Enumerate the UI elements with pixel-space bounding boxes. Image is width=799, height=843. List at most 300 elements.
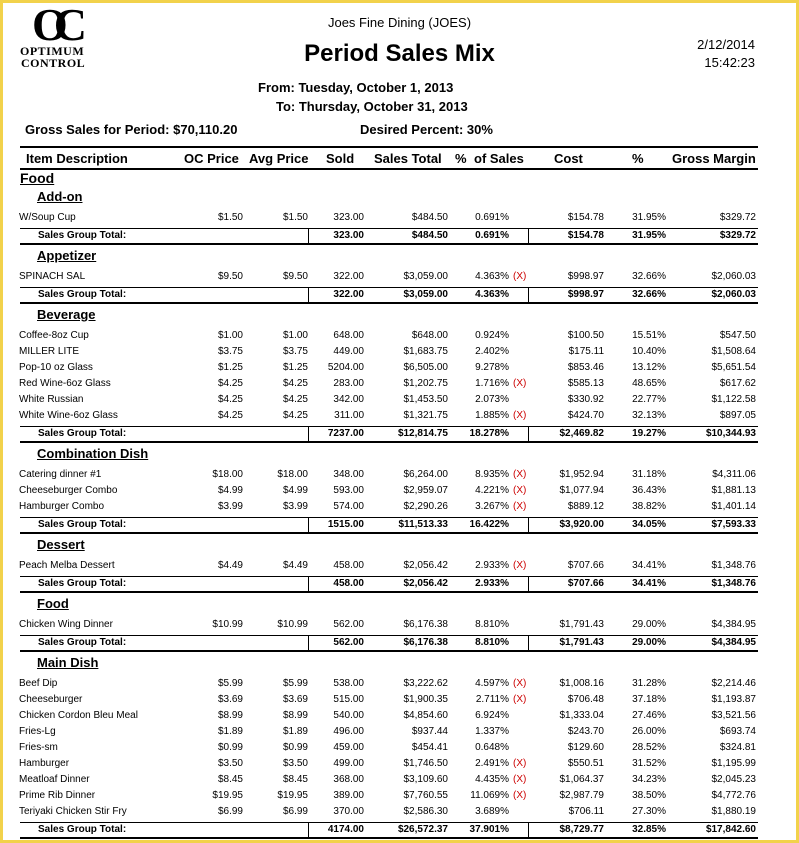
total-sales: $6,176.38 (403, 637, 448, 648)
table-row (0, 361, 799, 375)
pct-of-sales: 2.491% (475, 758, 509, 769)
sales-group-total-label: Sales Group Total: (38, 289, 127, 300)
total-row-separator (308, 577, 309, 591)
cost: $129.60 (567, 742, 604, 753)
sold-qty: 449.00 (333, 346, 364, 357)
gross-margin: $1,122.58 (711, 394, 756, 405)
oc-price: $4.49 (217, 560, 243, 571)
cost: $1,064.37 (559, 774, 604, 785)
sales-total: $454.41 (411, 742, 448, 753)
column-header-row (20, 146, 758, 170)
avg-price: $5.99 (282, 678, 308, 689)
period-from: From: Tuesday, October 1, 2013 (258, 80, 454, 95)
cost: $1,791.43 (559, 619, 604, 630)
logo-text-optimum: OPTIMUM (20, 44, 85, 58)
total-gross-margin: $1,348.76 (711, 578, 756, 589)
pct-of-sales: 4.221% (475, 485, 509, 496)
item-description: Peach Melba Dessert (19, 560, 115, 571)
oc-price: $6.99 (217, 806, 243, 817)
oc-price: $3.99 (217, 501, 243, 512)
cost-pct: 37.18% (632, 694, 666, 705)
total-cost: $154.78 (567, 230, 604, 241)
sold-qty: 5204.00 (327, 362, 364, 373)
avg-price: $4.99 (282, 485, 308, 496)
oc-price: $9.50 (217, 271, 243, 282)
sold-qty: 348.00 (333, 469, 364, 480)
item-description: Cheeseburger Combo (19, 485, 118, 496)
table-row (0, 709, 799, 723)
pct-of-sales: 2.402% (475, 346, 509, 357)
pct-of-sales: 0.691% (475, 212, 509, 223)
oc-price: $5.99 (217, 678, 243, 689)
total-cost-pct: 32.66% (632, 289, 666, 300)
oc-price: $4.25 (217, 378, 243, 389)
table-row (0, 409, 799, 423)
oc-price: $4.25 (217, 394, 243, 405)
over-target-flag: (X) (513, 560, 527, 571)
total-cost-pct: 32.85% (632, 824, 666, 835)
sales-total: $2,290.26 (403, 501, 448, 512)
over-target-flag: (X) (513, 694, 527, 705)
item-description: Chicken Wing Dinner (19, 619, 113, 630)
group-heading: Combination Dish (37, 446, 149, 461)
table-row (0, 725, 799, 739)
sold-qty: 515.00 (333, 694, 364, 705)
total-gross-margin: $329.72 (719, 230, 756, 241)
col-avg-price: Avg Price (249, 151, 309, 166)
table-row (0, 500, 799, 514)
cost-pct: 28.52% (632, 742, 666, 753)
table-row (0, 329, 799, 343)
cost: $424.70 (567, 410, 604, 421)
over-target-flag: (X) (513, 501, 527, 512)
avg-price: $1.00 (282, 330, 308, 341)
cost-pct: 32.66% (632, 271, 666, 282)
cost-pct: 36.43% (632, 485, 666, 496)
item-description: White Wine-6oz Glass (19, 410, 118, 421)
sold-qty: 540.00 (333, 710, 364, 721)
table-row (0, 345, 799, 359)
sales-total: $1,453.50 (403, 394, 448, 405)
total-gross-margin: $2,060.03 (711, 289, 756, 300)
gross-margin: $4,311.06 (712, 469, 756, 480)
top-category: Food (20, 170, 55, 186)
col-pct: % (455, 151, 467, 166)
sold-qty: 370.00 (333, 806, 364, 817)
pct-of-sales: 3.267% (475, 501, 509, 512)
cost-pct: 27.30% (632, 806, 666, 817)
total-row-separator (528, 288, 529, 302)
sales-group-total-row (20, 228, 758, 245)
cost-pct: 10.40% (632, 346, 666, 357)
oc-price: $3.69 (217, 694, 243, 705)
cost-pct: 31.18% (632, 469, 666, 480)
table-row (0, 468, 799, 482)
col-of-sales: of Sales (474, 151, 524, 166)
table-row (0, 211, 799, 225)
total-sold: 458.00 (333, 578, 364, 589)
cost-pct: 26.00% (632, 726, 666, 737)
sales-total: $1,683.75 (403, 346, 448, 357)
col-gross-margin: Gross Margin (672, 151, 756, 166)
item-description: Prime Rib Dinner (19, 790, 96, 801)
gross-margin: $5,651.54 (711, 362, 756, 373)
over-target-flag: (X) (513, 678, 527, 689)
sold-qty: 342.00 (333, 394, 364, 405)
sales-total: $3,222.62 (403, 678, 448, 689)
cost-pct: 15.51% (632, 330, 666, 341)
total-cost: $707.66 (567, 578, 604, 589)
table-row (0, 805, 799, 819)
total-row-separator (308, 518, 309, 532)
sold-qty: 496.00 (333, 726, 364, 737)
item-description: SPINACH SAL (19, 271, 86, 282)
gross-sales: Gross Sales for Period: $70,110.20 (25, 122, 238, 137)
oc-price: $3.75 (217, 346, 243, 357)
sold-qty: 389.00 (333, 790, 364, 801)
table-row (0, 618, 799, 632)
sales-total: $1,202.75 (403, 378, 448, 389)
cost-pct: 29.00% (632, 619, 666, 630)
cost: $889.12 (567, 501, 604, 512)
item-description: Teriyaki Chicken Stir Fry (19, 806, 127, 817)
report-title: Period Sales Mix (304, 40, 495, 67)
total-cost-pct: 34.05% (632, 519, 666, 530)
over-target-flag: (X) (513, 469, 527, 480)
sales-group-total-row (20, 822, 758, 839)
pct-of-sales: 9.278% (475, 362, 509, 373)
oc-price: $1.25 (217, 362, 243, 373)
pct-of-sales: 11.069% (470, 790, 509, 801)
total-row-separator (308, 823, 309, 837)
gross-margin: $2,060.03 (711, 271, 756, 282)
col-cost: Cost (554, 151, 583, 166)
avg-price: $3.75 (282, 346, 308, 357)
col-sold: Sold (326, 151, 355, 166)
col-cost-pct: % (632, 151, 644, 166)
avg-price: $4.25 (282, 378, 308, 389)
pct-of-sales: 3.689% (475, 806, 509, 817)
oc-price: $19.95 (212, 790, 243, 801)
total-gross-margin: $4,384.95 (711, 637, 756, 648)
cost: $1,008.16 (559, 678, 604, 689)
total-sales: $3,059.00 (403, 289, 448, 300)
oc-price: $1.50 (217, 212, 243, 223)
total-pct-of-sales: 18.278% (469, 428, 509, 439)
total-sales: $2,056.42 (403, 578, 448, 589)
table-row (0, 484, 799, 498)
total-cost: $3,920.00 (559, 519, 604, 530)
gross-margin: $1,401.14 (711, 501, 756, 512)
total-sold: 323.00 (333, 230, 364, 241)
sales-group-total-label: Sales Group Total: (38, 637, 127, 648)
cost-pct: 32.13% (632, 410, 666, 421)
table-row (0, 693, 799, 707)
item-description: Chicken Cordon Bleu Meal (19, 710, 138, 721)
cost-pct: 34.41% (632, 560, 666, 571)
total-cost-pct: 34.41% (632, 578, 666, 589)
col-sales-total: Sales Total (374, 151, 442, 166)
item-description: Meatloaf Dinner (19, 774, 90, 785)
over-target-flag: (X) (513, 485, 527, 496)
table-row (0, 677, 799, 691)
gross-margin: $897.05 (719, 410, 756, 421)
total-gross-margin: $7,593.33 (711, 519, 756, 530)
avg-price: $19.95 (277, 790, 308, 801)
gross-margin: $1,348.76 (711, 560, 756, 571)
sales-total: $6,264.00 (403, 469, 448, 480)
table-row (0, 789, 799, 803)
item-description: Beef Dip (19, 678, 58, 689)
gross-margin: $1,508.64 (711, 346, 756, 357)
avg-price: $8.45 (282, 774, 308, 785)
total-cost: $8,729.77 (559, 824, 604, 835)
gross-margin: $1,881.13 (711, 485, 756, 496)
oc-price: $8.45 (217, 774, 243, 785)
cost: $1,333.04 (559, 710, 604, 721)
sales-total: $937.44 (411, 726, 448, 737)
sales-total: $2,586.30 (403, 806, 448, 817)
total-row-separator (528, 427, 529, 441)
item-description: Catering dinner #1 (19, 469, 102, 480)
oc-price: $4.25 (217, 410, 243, 421)
oc-price: $8.99 (217, 710, 243, 721)
avg-price: $3.50 (282, 758, 308, 769)
total-cost: $2,469.82 (559, 428, 604, 439)
table-row (0, 757, 799, 771)
sold-qty: 283.00 (333, 378, 364, 389)
total-row-separator (308, 288, 309, 302)
total-sold: 7237.00 (327, 428, 364, 439)
cost: $175.11 (568, 346, 604, 357)
cost-pct: 38.50% (632, 790, 666, 801)
total-sold: 1515.00 (327, 519, 364, 530)
avg-price: $3.99 (282, 501, 308, 512)
cost: $100.50 (567, 330, 604, 341)
pct-of-sales: 6.924% (475, 710, 509, 721)
pct-of-sales: 2.711% (475, 694, 509, 705)
sold-qty: 499.00 (333, 758, 364, 769)
logo-mark: OC (32, 0, 73, 50)
sold-qty: 593.00 (333, 485, 364, 496)
company-name: Joes Fine Dining (JOES) (327, 15, 472, 30)
oc-price: $1.00 (217, 330, 243, 341)
oc-price: $10.99 (212, 619, 243, 630)
cost-pct: 22.77% (632, 394, 666, 405)
pct-of-sales: 1.337% (475, 726, 509, 737)
total-row-separator (528, 518, 529, 532)
cost: $706.48 (567, 694, 604, 705)
total-cost-pct: 31.95% (632, 230, 666, 241)
group-heading: Appetizer (37, 248, 97, 263)
group-heading: Beverage (37, 307, 96, 322)
over-target-flag: (X) (513, 774, 527, 785)
avg-price: $10.99 (277, 619, 308, 630)
total-pct-of-sales: 2.933% (475, 578, 509, 589)
gross-margin: $4,384.95 (711, 619, 756, 630)
pct-of-sales: 2.073% (475, 394, 509, 405)
group-heading: Main Dish (37, 655, 99, 670)
cost: $330.92 (567, 394, 604, 405)
avg-price: $4.25 (282, 394, 308, 405)
avg-price: $0.99 (282, 742, 308, 753)
avg-price: $8.99 (282, 710, 308, 721)
over-target-flag: (X) (513, 378, 527, 389)
report-time: 15:42:23 (704, 55, 755, 70)
total-cost-pct: 29.00% (632, 637, 666, 648)
sales-total: $484.50 (411, 212, 448, 223)
logo-text-control: CONTROL (21, 56, 86, 70)
total-pct-of-sales: 37.901% (469, 824, 509, 835)
total-sold: 4174.00 (327, 824, 364, 835)
group-heading: Dessert (37, 537, 85, 552)
item-description: Fries-Lg (19, 726, 56, 737)
pct-of-sales: 1.885% (475, 410, 509, 421)
total-cost: $998.97 (567, 289, 604, 300)
cost-pct: 31.95% (632, 212, 666, 223)
item-description: Pop-10 oz Glass (19, 362, 93, 373)
pct-of-sales: 0.924% (475, 330, 509, 341)
sales-total: $1,900.35 (403, 694, 448, 705)
item-description: MILLER LITE (19, 346, 80, 357)
over-target-flag: (X) (513, 410, 527, 421)
total-row-separator (528, 636, 529, 650)
gross-margin: $3,521.56 (711, 710, 756, 721)
avg-price: $1.89 (282, 726, 308, 737)
oc-price: $4.99 (217, 485, 243, 496)
cost: $550.51 (567, 758, 604, 769)
cost-pct: 48.65% (632, 378, 666, 389)
sales-total: $2,959.07 (403, 485, 448, 496)
total-row-separator (528, 577, 529, 591)
cost: $154.78 (567, 212, 604, 223)
sold-qty: 574.00 (333, 501, 364, 512)
gross-margin: $324.81 (719, 742, 756, 753)
gross-margin: $1,193.87 (711, 694, 756, 705)
sales-group-total-row (20, 426, 758, 443)
sales-total: $7,760.55 (403, 790, 448, 801)
total-pct-of-sales: 8.810% (475, 637, 509, 648)
oc-price: $0.99 (217, 742, 243, 753)
total-cost: $1,791.43 (559, 637, 604, 648)
avg-price: $6.99 (282, 806, 308, 817)
pct-of-sales: 8.810% (475, 619, 509, 630)
pct-of-sales: 1.716% (475, 378, 509, 389)
avg-price: $4.25 (282, 410, 308, 421)
sales-total: $3,059.00 (403, 271, 448, 282)
report-date: 2/12/2014 (697, 37, 755, 52)
gross-margin: $1,880.19 (711, 806, 756, 817)
avg-price: $1.25 (282, 362, 308, 373)
col-item-description: Item Description (26, 151, 128, 166)
gross-margin: $4,772.76 (711, 790, 756, 801)
cost: $585.13 (567, 378, 604, 389)
total-sales: $484.50 (411, 230, 448, 241)
cost-pct: 34.23% (632, 774, 666, 785)
cost: $707.66 (567, 560, 604, 571)
cost: $2,987.79 (559, 790, 604, 801)
pct-of-sales: 2.933% (475, 560, 509, 571)
pct-of-sales: 4.435% (475, 774, 509, 785)
total-sold: 322.00 (333, 289, 364, 300)
period-to: To: Thursday, October 31, 2013 (276, 99, 468, 114)
sold-qty: 562.00 (333, 619, 364, 630)
cost: $998.97 (567, 271, 604, 282)
sales-group-total-row (20, 287, 758, 304)
col-oc-price: OC Price (184, 151, 239, 166)
item-description: Hamburger Combo (19, 501, 105, 512)
total-gross-margin: $10,344.93 (705, 428, 756, 439)
item-description: White Russian (19, 394, 84, 405)
pct-of-sales: 4.363% (475, 271, 509, 282)
sales-total: $1,746.50 (403, 758, 448, 769)
table-row (0, 741, 799, 755)
cost: $1,077.94 (559, 485, 604, 496)
cost-pct: 13.12% (632, 362, 666, 373)
sales-group-total-label: Sales Group Total: (38, 428, 127, 439)
sold-qty: 323.00 (333, 212, 364, 223)
sales-total: $648.00 (411, 330, 448, 341)
total-gross-margin: $17,842.60 (705, 824, 756, 835)
sales-group-total-row (20, 517, 758, 534)
item-description: Cheeseburger (19, 694, 83, 705)
group-heading: Food (37, 596, 69, 611)
total-row-separator (308, 636, 309, 650)
sold-qty: 458.00 (333, 560, 364, 571)
sold-qty: 368.00 (333, 774, 364, 785)
item-description: Fries-sm (19, 742, 58, 753)
oc-price: $18.00 (212, 469, 243, 480)
oc-price: $1.89 (217, 726, 243, 737)
sales-group-total-row (20, 635, 758, 652)
cost: $1,952.94 (559, 469, 604, 480)
sold-qty: 311.00 (334, 410, 364, 421)
sold-qty: 538.00 (333, 678, 364, 689)
item-description: Coffee-8oz Cup (19, 330, 89, 341)
cost-pct: 38.82% (632, 501, 666, 512)
pct-of-sales: 4.597% (475, 678, 509, 689)
sales-group-total-label: Sales Group Total: (38, 578, 127, 589)
over-target-flag: (X) (513, 758, 527, 769)
sales-total: $3,109.60 (403, 774, 448, 785)
total-row-separator (308, 229, 309, 243)
total-sales: $11,513.33 (398, 519, 448, 530)
item-description: Hamburger (19, 758, 70, 769)
gross-margin: $547.50 (719, 330, 756, 341)
sales-total: $4,854.60 (403, 710, 448, 721)
avg-price: $18.00 (277, 469, 308, 480)
cost: $853.46 (567, 362, 604, 373)
cost-pct: 31.28% (632, 678, 666, 689)
table-row (0, 559, 799, 573)
oc-price: $3.50 (217, 758, 243, 769)
over-target-flag: (X) (513, 790, 527, 801)
sales-group-total-label: Sales Group Total: (38, 519, 127, 530)
item-description: W/Soup Cup (19, 212, 76, 223)
total-row-separator (528, 823, 529, 837)
table-row (0, 393, 799, 407)
table-row (0, 377, 799, 391)
table-row (0, 773, 799, 787)
avg-price: $1.50 (282, 212, 308, 223)
sales-group-total-row (20, 576, 758, 593)
total-pct-of-sales: 0.691% (475, 230, 509, 241)
cost-pct: 31.52% (632, 758, 666, 769)
sales-total: $6,505.00 (403, 362, 448, 373)
sold-qty: 648.00 (333, 330, 364, 341)
group-heading: Add-on (37, 189, 83, 204)
total-row-separator (528, 229, 529, 243)
